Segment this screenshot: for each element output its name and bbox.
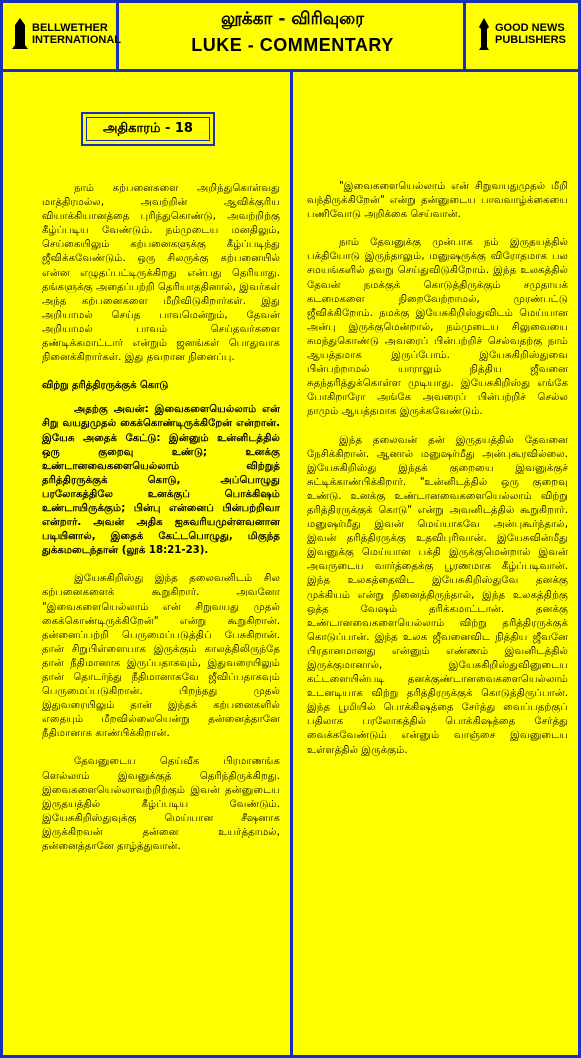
- bell-icon: [11, 17, 29, 51]
- left-paragraph-3: தேவனுடைய தெய்வீக பிரமாணங்க ளெல்லாம் இவனுக்குத் தெரிந்திருக்கிறது. இவைகளையெல்லாவற்றிற்கும் இவன் தன்னுடைய இருதயத்தில் கீழ்ப்படிய வேண்டும். இயேசுகிறிஸ்துவுக்கு மெய்யான சீஷனாக இருக்கிறவன் தன்னை உயர்த்தாமல், தன்னைத்தானே தாழ்த்துவான்.: [42, 756, 280, 853]
- good-news-logo-box: [469, 3, 578, 69]
- section-heading: விற்று தரித்திரருக்குக் கொடு: [42, 380, 169, 392]
- left-column: [3, 72, 290, 868]
- chapter-label: அதிகாரம் - 18: [86, 117, 210, 141]
- right-paragraph-3: இந்த தலைவன் தன் இருதயத்தில் தேவனை நேசிக்கிறான். ஆனால் மனுஷர்மீது அன்புகூரவில்லை. இயேசுகிறிஸ்து இந்தக் குறையை இவனுக்குச் சுட்டிக்காண்பிக்கிறார். "உன்னிடத்தில் ஒரு குறைவு உண்டு. உனக்கு உண்டானவைகளையெல்லாம் விற்று தரித்திரருக்குக் கொடு" என்று அவனிடத்தில் கூறுகிறார். மனுஷர்மீது இவன் மெய்யாகவே அன்புகூர்ந்தால், இவன் தரித்திரருக்கு உதவிபுரிவான். இயேசுவின்மீது இவனுக்கு மெய்யான பக்தி இருக்குமென்றால் இவன் அவருடைய வார்த்தைக்கு பூரணமாக கீழ்ப்படிவான். இந்த உலகத்தைவிட இயேசுகிறிஸ்துவே தனக்கு முக்கியம் என்று நினைத்திருந்தால், இந்த உலகத்திற்கு ஒத்த வேஷம் தரிக்கமாட்டான். தனக்கு உண்டானவைகளையெல்லாம் விற்று தரித்திரருக்குக் கொடுப்பான். இந்த உலக ஜீவனைவிட நித்திய ஜீவனே பிரதானமானது என்னும் எண்ணம் இவனிடத்தில் இருக்குமானால், இயேசுகிறிஸ்துவினுடைய கட்டளையின்படி தனக்குண்டானவைகளையெல்லாம் உடனடியாக விற்று தரித்திரருக்குக் கொடுத்திருப்பான். இந்த பூமியில் பொக்கிஷத்தை சேர்த்து வைப்பதற்குப் பதிலாக பரலோகத்தில் பொக்கிஷத்தை சேர்த்து வைக்கவேண்டும் என்னும் வாஞ்சை இவனுடைய உள்ளத்தில் இருக்கும்.: [307, 434, 568, 756]
- scripture-quote: அதற்கு அவன்: இவைகளையெல்லாம் என் சிறு வயதுமுதல் கைக்கொண்டிருக்கிறேன் என்றான். இயேசு அதைக் கேட்டு: இன்னும் உன்னிடத்தில் ஒரு குறைவு உண்டு; உனக்கு உண்டானவைகளையெல்லாம் விற்றுத் தரித்திரருக்குக் கொடு, அப்பொழுது பரலோகத்திலே உனக்குப் பொக்கிஷம் உண்டாயிருக்கும்; பின்பு என்னைப் பின்பற்றிவா என்றார். அவன் அதிக ஐசுவரியமுள்ளவனான படியினால், இதைக் கேட்டபொழுது, மிகுந்த துக்கமடைந்தான் (லூக் 18:21-23).: [42, 404, 280, 557]
- left-paragraph-1: நாம் கற்பனைகளை அறிந்துகொள்வது மாத்திரமல்ல, அவற்றின் ஆவிக்குரிய வியாக்கியானத்தை புரிந்துகொண்டு, அவற்றிற்கு கீழ்ப்படிய வேண்டும். நம்முடைய மனதிலும், செய்கையிலும் கற்பனைகளுக்கு கீழ்ப்படிந்து ஜீவிக்கவேண்டும். ஒரு சிலருக்கு கற்பனையில் என்ன எழுதப்பட்டிருக்கிறது என்பது தெரியாது. தங்களுக்கு அதைப்பற்றி தெரியாததினால், இவர்கள் அந்த கற்பனைகளை மீறிவிடுகிறார்கள். இது அறியாமல் செய்த பாவமென்றும், தேவன் அறியாமல் பாவம் செய்தவர்களை தண்டிக்கமாட்டார் என்றும் ஜனங்கள் பொதுவாக நினைக்கிறார்கள். இது தவறான நினைப்பு.: [42, 183, 280, 364]
- title-tamil: லூக்கா - விரிவுரை: [220, 9, 365, 29]
- page-header: [3, 3, 578, 72]
- right-paragraph-1: "இவைகளையெல்லாம் என் சிறுவயதுமுதல் மீறி வந்திருக்கிறேன்" என்று தன்னுடைய பாவவாழ்க்கையை பணிவோடு அறிக்கை செய்வான்.: [307, 181, 568, 221]
- right-column: [293, 72, 578, 772]
- header-title-box: [122, 3, 466, 69]
- bellwether-logo-box: [3, 3, 122, 69]
- right-paragraph-2: நாம் தேவனுக்கு முன்பாக நம் இருதயத்தில் பக்தியோடு இருந்தாலும், மனுஷருக்கு விரோதமாக பல சமயங்களில் தவறு செய்துவிடுகிறோம். இந்த உலகத்தில் தேவன் நமக்குக் கொடுத்திருக்கும் சமுதாயக் கடமைகளை நிறைவேற்றாமல், முரண்பட்டு ஜீவிக்கிறோம். நமக்கு இயேசுகிறிஸ்துவிடம் மெய்யான அன்பு இருக்குமென்றால், நம்முடைய சிலுவையை சுமந்துகொண்டு அவரைப் பின்பற்றிச் செல்வதற்கு நாம் ஆயத்தமாக இருப்போம். இயேசுகிறிஸ்துவை பின்பற்றாமல் யாராலும் நித்திய ஜீவனை சுதந்தரித்துக்கொள்ள முடியாது. இயேசுகிறிஸ்து எங்கே போகிறாரோ அங்கே அவரைப் பின்பற்றிச் செல்ல நாமும் ஆயத்தமாக இருக்கவேண்டும்.: [307, 237, 568, 418]
- left-paragraph-2: இயேசுகிறிஸ்து இந்த தலைவனிடம் சில கற்பனைகளைக் கூறுகிறார். அவனோ "இவைகளையெல்லாம் என் சிறுவயது முதல் கைக்கொண்டிருக்கிறேன்" என்று கூறுகிறான். தன்னைப்பற்றி பெருமைப்படுத்திப் பேசுகிறான். தான் சிறுபிள்ளையாக இருக்கும் காலத்திலிருந்தே தான் நீதிமானாக இருப்பதாகவும், இதுவரையிலும் தான் தொடர்ந்து நீதிமானாகவே ஜீவிப்பதாகவும் பெருமைப்படுகிறான். பிறந்தது முதல் இதுவரையிலும் தான் இந்தக் கற்பனைகளில் எதையும் மீறவில்லையென்று தன்னைத்தானே நீதிமானாக காண்பிக்கிறான்.: [42, 573, 280, 740]
- bellwether-logo-text: BELLWETHER INTERNATIONAL: [32, 22, 122, 46]
- good-news-logo-text: GOOD NEWS PUBLISHERS: [495, 22, 566, 46]
- content-columns: [3, 72, 578, 1055]
- title-english: LUKE - COMMENTARY: [191, 35, 394, 55]
- torch-icon: [476, 17, 492, 51]
